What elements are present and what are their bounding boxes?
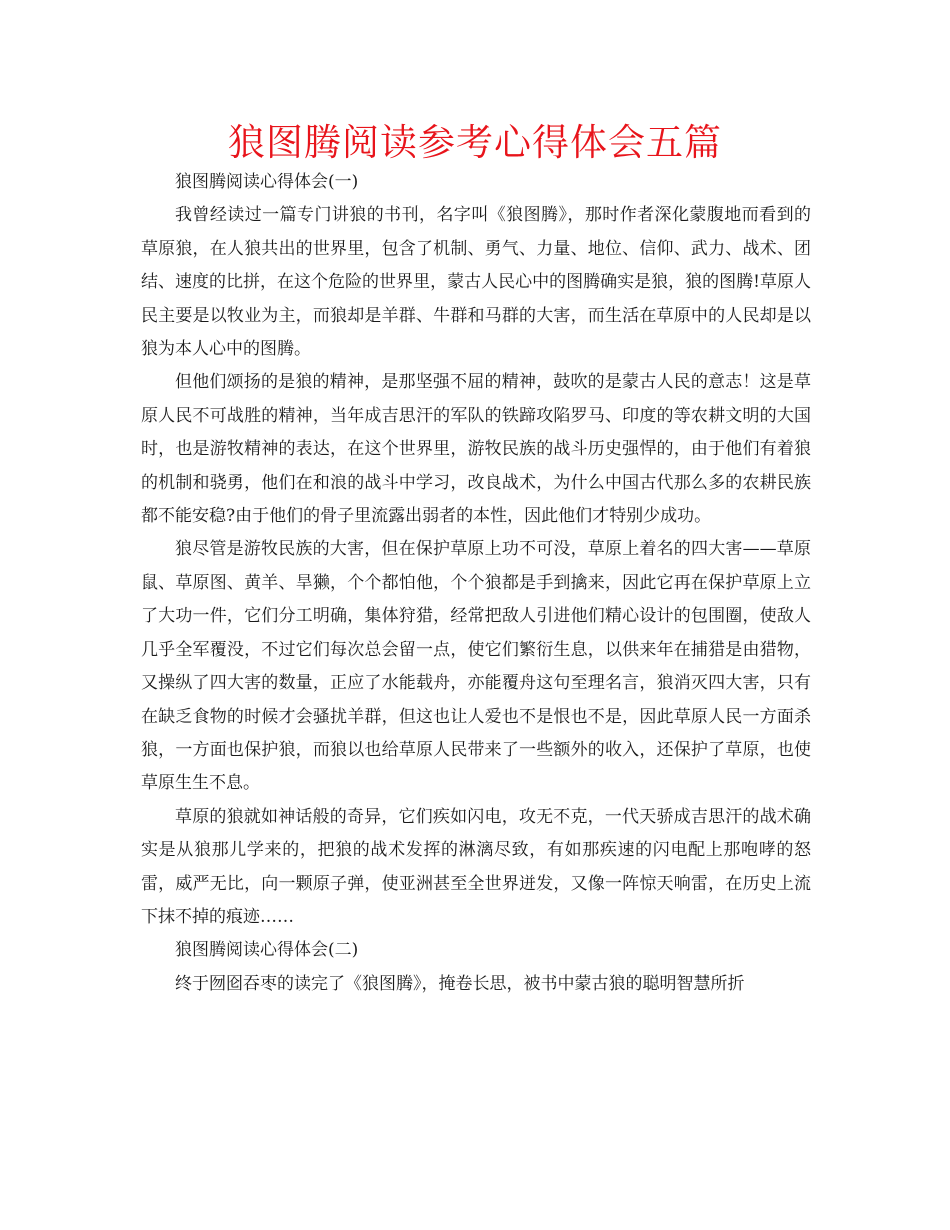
document-title: 狼图腾阅读参考心得体会五篇: [228, 121, 722, 164]
section-heading-1: 狼图腾阅读心得体会(一): [175, 172, 359, 192]
document-body: [141, 166, 811, 1001]
section-heading-2: 狼图腾阅读心得体会(二): [175, 940, 359, 961]
paragraph: 但他们颂扬的是狼的精神，是那坚强不屈的精神，鼓吹的是蒙古人民的意志！这是草原人民不可战胜的精神，当年成吉思汗的军队的铁蹄攻陷罗马、印度的等农耕文明的大国时，也是游牧精神的表达，在这个世界里，游牧民族的战斗历史强悍的，由于他们有着狼的机制和骁勇，他们在和浪的战斗中学习，改良战术，为什么中国古代那么多的农耕民族都不能安稳?由于他们的骨子里流露出弱者的本性，因此他们才特别少成功。: [141, 372, 811, 527]
paragraph: 终于囫囵吞枣的读完了《狼图腾》，掩卷长思，被书中蒙古狼的聪明智慧所折: [175, 973, 745, 994]
paragraph: 草原的狼就如神话般的奇异，它们疾如闪电，攻无不克，一代天骄成吉思汗的战术确实是从狼那儿学来的，把狼的战术发挥的淋漓尽致，有如那疾速的闪电配上那咆哮的怒雷，威严无比，向一颗原子弹，使亚洲甚至全世界迸发，又像一阵惊天响雷，在历史上流下抹不掉的痕迹……: [141, 806, 811, 927]
paragraph: 我曾经读过一篇专门讲狼的书刊，名字叫《狼图腾》，那时作者深化蒙腹地而看到的草原狼，在人狼共出的世界里，包含了机制、勇气、力量、地位、信仰、武力、战术、团结、速度的比拼，在这个危险的世界里，蒙古人民心中的图腾确实是狼，狼的图腾!草原人民主要是以牧业为主，而狼却是羊群、牛群和马群的大害，而生活在草原中的人民却是以狼为本人心中的图腾。: [141, 205, 811, 360]
paragraph: 狼尽管是游牧民族的大害，但在保护草原上功不可没，草原上着名的四大害——草原鼠、草原图、黄羊、旱獭，个个都怕他，个个狼都是手到擒来，因此它再在保护草原上立了大功一件，它们分工明确，集体狩猎，经常把敌人引进他们精心设计的包围圈，使敌人几乎全军覆没，不过它们每次总会留一点，使它们繁衍生息，以供来年在捕猎是由猎物，又操纵了四大害的数量，正应了水能载舟，亦能覆舟这句至理名言，狼消灭四大害，只有在缺乏食物的时候才会骚扰羊群，但这也让人爱也不是恨也不是，因此草原人民一方面杀狼，一方面也保护狼，而狼以也给草原人民带来了一些额外的收入，还保护了草原，也使草原生生不息。: [141, 539, 811, 794]
